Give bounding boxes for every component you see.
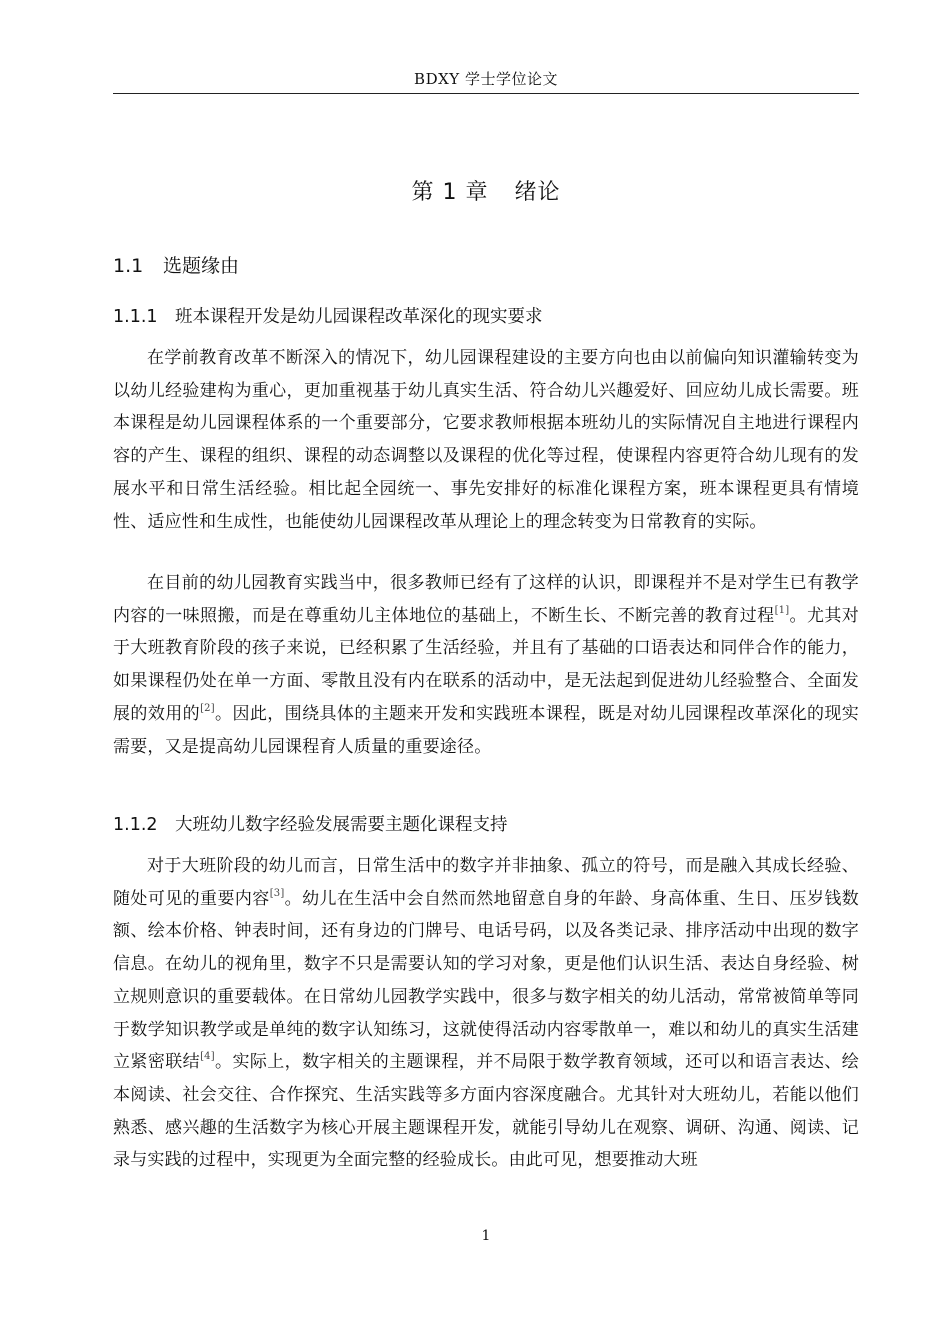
paragraph-3 bbox=[113, 850, 859, 1177]
chapter-name: 绪论 bbox=[514, 180, 561, 205]
citation-ref-3: [3] bbox=[269, 887, 285, 899]
citation-ref-4: [4] bbox=[200, 1051, 215, 1063]
citation-ref-2: [2] bbox=[200, 702, 215, 714]
chapter-number: 第 1 章 bbox=[411, 180, 489, 205]
subsection-heading-1-1-2 bbox=[113, 811, 508, 839]
subsection-title: 班本课程开发是幼儿园课程改革深化的现实要求 bbox=[175, 307, 543, 327]
running-header: BDXY 学士学位论文 bbox=[414, 70, 558, 88]
paragraph-2-text-a: 在目前的幼儿园教育实践当中，很多教师已经有了这样的认识，即课程并不是对学生已有教学内容的一味照搬，而是在尊重幼儿主体地位的基础上，不断生长、不断完善的教育过程 bbox=[113, 573, 859, 626]
paragraph-1: 在学前教育改革不断深入的情况下，幼儿园课程建设的主要方向也由以前偏向知识灌输转变为以幼儿经验建构为重心，更加重视基于幼儿真实生活、符合幼儿兴趣爱好、回应幼儿成长需要。班本课程是幼儿园课程体系的一个重要部分，它要求教师根据本班幼儿的实际情况自主地进行课程内容的产生、课程的组织、课程的动态调整以及课程的优化等过程，使课程内容更符合幼儿现有的发展水平和日常生活经验。相比起全园统一、事先安排好的标准化课程方案，班本课程更具有情境性、适应性和生成性，也能使幼儿园课程改革从理论上的理念转变为日常教育的实际。 bbox=[113, 348, 859, 532]
paragraph-2 bbox=[113, 567, 859, 763]
subsection-number: 1.1.2 bbox=[113, 815, 158, 835]
subsection-title: 大班幼儿数字经验发展需要主题化课程支持 bbox=[175, 815, 508, 835]
paragraph-3-text-c: 。实际上，数字相关的主题课程，并不局限于数学教育领域，还可以和语言表达、绘本阅读、社会交往、合作探究、生活实践等多方面内容深度融合。尤其针对大班幼儿，若能以他们熟悉、感兴趣的生活数字为核心开展主题课程开发，就能引导幼儿在观察、调研、沟通、阅读、记录与实践的过程中，实现更为全面完整的经验成长。由此可见，想要推动大班 bbox=[113, 1052, 860, 1171]
subsection-number: 1.1.1 bbox=[113, 307, 158, 327]
paragraph-2-text-b: 。尤其对于大班教育阶段的孩子来说，已经积累了生活经验，并且有了基础的口语表达和同伴合作的能力，如果课程仍处在单一方面、零散且没有内在联系的活动中，是无法起到促进幼儿经验整合、全面发展的效用的 bbox=[113, 605, 859, 724]
header-rule bbox=[113, 93, 859, 94]
citation-ref-1: [1] bbox=[774, 604, 790, 616]
section-heading-1-1 bbox=[113, 251, 239, 281]
paragraph-3-text-b: 。幼儿在生活中会自然而然地留意自身的年龄、身高体重、生日、压岁钱数额、绘本价格、钟表时间，还有身边的门牌号、电话号码，以及各类记录、排序活动中出现的数字信息。在幼儿的视角里，数字不只是需要认知的学习对象，更是他们认识生活、表达自身经验、树立规则意识的重要载体。在日常幼儿园教学实践中，很多与数字相关的幼儿活动，常常被简单等同于数学知识教学或是单纯的数字认知练习，这就使得活动内容零散单一，难以和幼儿的真实生活建立紧密联结 bbox=[113, 888, 859, 1073]
paragraph-2-text-c: 。因此，围绕具体的主题来开发和实践班本课程，既是对幼儿园课程改革深化的现实需要，又是提高幼儿园课程育人质量的重要途径。 bbox=[113, 703, 860, 757]
page-number: 1 bbox=[481, 1228, 491, 1244]
chapter-title bbox=[113, 176, 859, 210]
subsection-heading-1-1-1 bbox=[113, 303, 543, 331]
paragraph-3-text-a: 对于大班阶段的幼儿而言，日常生活中的数字并非抽象、孤立的符号，而是融入其成长经验、随处可见的重要内容 bbox=[113, 856, 859, 909]
section-title: 选题缘由 bbox=[163, 255, 240, 277]
section-number: 1.1 bbox=[113, 255, 144, 277]
